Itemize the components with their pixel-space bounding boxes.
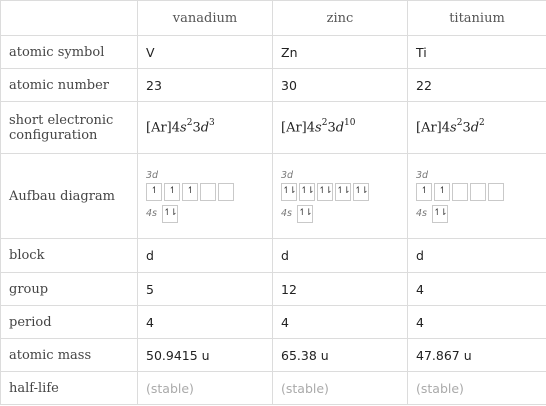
cell-atomic-number-vanadium: 23	[138, 69, 273, 102]
table-row	[1, 273, 546, 306]
cell-aufbau-titanium	[408, 154, 546, 239]
config-d-n: 3	[462, 120, 471, 136]
config-d-electrons: 10	[344, 118, 356, 129]
table-row	[1, 306, 546, 339]
table-row	[1, 372, 546, 405]
orbital-box: ↿⇂	[317, 183, 333, 201]
table-row	[1, 36, 546, 69]
config-s-sub: s	[180, 120, 187, 136]
table-row	[1, 69, 546, 102]
row-label-block: block	[1, 239, 138, 273]
orbital-box: ↿⇂	[281, 183, 297, 201]
orbital-box: ↿	[182, 183, 198, 201]
orbital-box: ↿	[416, 183, 432, 201]
orbital-box: ↿	[146, 183, 162, 201]
config-core: [Ar]	[416, 120, 442, 136]
cell-group-vanadium: 5	[138, 273, 273, 306]
config-d-sub: d	[200, 120, 210, 136]
orbital-boxes-3d	[281, 183, 399, 201]
config-s-electrons: 2	[456, 118, 463, 129]
table-row	[1, 154, 546, 239]
orbital-box	[488, 183, 504, 201]
cell-half-life-titanium: (stable)	[408, 372, 546, 405]
row-label-period: period	[1, 306, 138, 339]
cell-group-titanium: 4	[408, 273, 546, 306]
cell-half-life-vanadium: (stable)	[138, 372, 273, 405]
cell-period-vanadium: 4	[138, 306, 273, 339]
cell-config-titanium	[408, 102, 546, 154]
orbital-box: ↿	[164, 183, 180, 201]
cell-period-titanium: 4	[408, 306, 546, 339]
orbital-row-4s	[281, 205, 399, 223]
config-d-n: 3	[192, 120, 201, 136]
row-label-atomic-number: atomic number	[1, 69, 138, 102]
orbital-box: ↿⇂	[299, 183, 315, 201]
column-header-titanium: titanium	[408, 1, 546, 36]
table-row	[1, 239, 546, 273]
orbital-box: ↿⇂	[297, 205, 313, 223]
cell-config-vanadium	[138, 102, 273, 154]
orbital-box: ↿⇂	[353, 183, 369, 201]
orbital-shell-label-3d: 3d	[146, 169, 159, 181]
orbital-box: ↿⇂	[335, 183, 351, 201]
config-d-n: 3	[327, 120, 336, 136]
orbital-shell-label-4s: 4s	[416, 208, 427, 219]
row-label-atomic-mass: atomic mass	[1, 339, 138, 372]
config-s-n: 4	[441, 120, 451, 136]
row-label-atomic-symbol: atomic symbol	[1, 36, 138, 69]
cell-atomic-mass-vanadium: 50.9415 u	[138, 339, 273, 372]
cell-atomic-symbol-zinc: Zn	[273, 36, 408, 69]
cell-atomic-symbol-titanium: Ti	[408, 36, 546, 69]
orbital-box	[470, 183, 486, 201]
cell-aufbau-vanadium	[138, 154, 273, 239]
cell-atomic-number-titanium: 22	[408, 69, 546, 102]
config-d-electrons: 3	[209, 118, 215, 129]
orbital-shell-label-4s: 4s	[146, 208, 157, 219]
orbital-shell-label-3d: 3d	[416, 169, 429, 181]
config-s-sub: s	[315, 120, 322, 136]
column-header-vanadium: vanadium	[138, 1, 273, 36]
orbital-box: ↿	[434, 183, 450, 201]
config-s-sub: s	[450, 120, 457, 136]
orbital-row-4s	[416, 205, 538, 223]
row-label-aufbau-diagram: Aufbau diagram	[1, 154, 138, 239]
orbital-shell-label-3d: 3d	[281, 169, 294, 181]
cell-block-titanium: d	[408, 239, 546, 273]
config-core: [Ar]	[146, 120, 172, 136]
orbital-box	[452, 183, 468, 201]
config-d-electrons: 2	[479, 118, 485, 129]
orbital-box	[218, 183, 234, 201]
cell-half-life-zinc: (stable)	[273, 372, 408, 405]
table-row	[1, 339, 546, 372]
config-d-sub: d	[335, 120, 345, 136]
cell-atomic-mass-titanium: 47.867 u	[408, 339, 546, 372]
orbital-boxes-3d	[416, 183, 538, 201]
row-label-group: group	[1, 273, 138, 306]
config-d-sub: d	[470, 120, 480, 136]
cell-config-zinc	[273, 102, 408, 154]
column-header-zinc: zinc	[273, 1, 408, 36]
cell-aufbau-zinc	[273, 154, 408, 239]
config-core: [Ar]	[281, 120, 307, 136]
orbital-box: ↿⇂	[162, 205, 178, 223]
cell-atomic-number-zinc: 30	[273, 69, 408, 102]
cell-atomic-mass-zinc: 65.38 u	[273, 339, 408, 372]
cell-period-zinc: 4	[273, 306, 408, 339]
corner-cell	[1, 1, 138, 36]
config-s-electrons: 2	[321, 118, 328, 129]
config-s-n: 4	[306, 120, 316, 136]
orbital-row-4s	[146, 205, 264, 223]
row-label-electronic-configuration: short electronic configuration	[1, 102, 138, 154]
orbital-boxes-3d	[146, 183, 264, 201]
cell-atomic-symbol-vanadium: V	[138, 36, 273, 69]
header-row	[1, 1, 546, 36]
row-label-half-life: half-life	[1, 372, 138, 405]
config-s-electrons: 2	[186, 118, 193, 129]
orbital-box	[200, 183, 216, 201]
cell-block-zinc: d	[273, 239, 408, 273]
cell-group-zinc: 12	[273, 273, 408, 306]
table-row	[1, 102, 546, 154]
cell-block-vanadium: d	[138, 239, 273, 273]
orbital-box: ↿⇂	[432, 205, 448, 223]
config-s-n: 4	[171, 120, 181, 136]
orbital-shell-label-4s: 4s	[281, 208, 292, 219]
